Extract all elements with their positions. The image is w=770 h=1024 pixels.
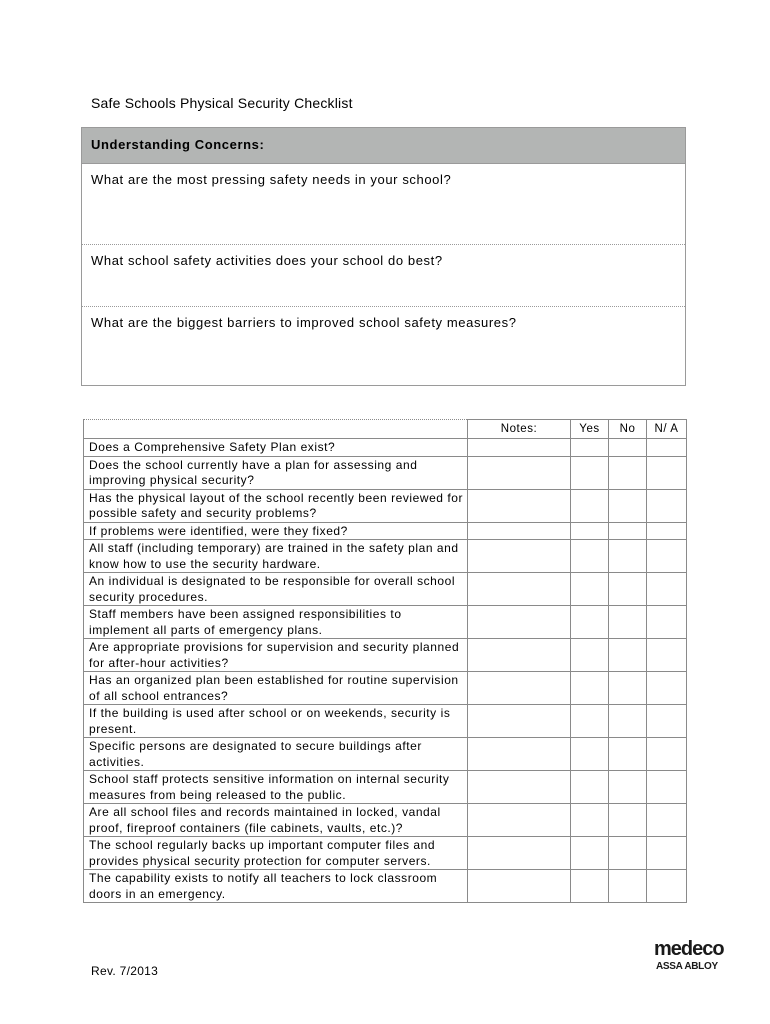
no-cell[interactable] — [609, 540, 647, 573]
checklist-question: School staff protects sensitive information on internal security measures from being released to the public. — [84, 771, 468, 804]
yes-cell[interactable] — [571, 672, 609, 705]
checklist-question: Does the school currently have a plan for assessing and improving physical security? — [84, 456, 468, 489]
checklist-question: Staff members have been assigned responsibilities to implement all parts of emergency plans. — [84, 606, 468, 639]
yes-cell[interactable] — [571, 771, 609, 804]
yes-cell[interactable] — [571, 639, 609, 672]
yes-cell[interactable] — [571, 837, 609, 870]
concern-question-2[interactable]: What school safety activities does your school do best? — [82, 244, 685, 306]
medeco-logo — [654, 938, 726, 980]
na-cell[interactable] — [647, 870, 687, 903]
concern-question-3[interactable]: What are the biggest barriers to improved school safety measures? — [82, 306, 685, 385]
checklist-row — [84, 456, 687, 489]
checklist-question: Has the physical layout of the school recently been reviewed for possible safety and security problems? — [84, 489, 468, 522]
yes-cell[interactable] — [571, 489, 609, 522]
understanding-concerns-section — [81, 127, 686, 386]
notes-column-header: Notes: — [468, 420, 571, 439]
checklist-question: Are all school files and records maintained in locked, vandal proof, fireproof containers (file cabinets, vaults, etc.)? — [84, 804, 468, 837]
checklist-question: Has an organized plan been established for routine supervision of all school entrances? — [84, 672, 468, 705]
checklist-row — [84, 870, 687, 903]
notes-cell[interactable] — [468, 870, 571, 903]
yes-cell[interactable] — [571, 705, 609, 738]
na-cell[interactable] — [647, 738, 687, 771]
na-cell[interactable] — [647, 573, 687, 606]
notes-cell[interactable] — [468, 771, 571, 804]
na-cell[interactable] — [647, 771, 687, 804]
na-cell[interactable] — [647, 540, 687, 573]
yes-cell[interactable] — [571, 456, 609, 489]
checklist-row — [84, 771, 687, 804]
no-cell[interactable] — [609, 705, 647, 738]
yes-cell[interactable] — [571, 439, 609, 457]
notes-cell[interactable] — [468, 738, 571, 771]
checklist-row — [84, 439, 687, 457]
checklist-question: If the building is used after school or on weekends, security is present. — [84, 705, 468, 738]
no-cell[interactable] — [609, 771, 647, 804]
na-cell[interactable] — [647, 672, 687, 705]
notes-cell[interactable] — [468, 705, 571, 738]
notes-cell[interactable] — [468, 456, 571, 489]
checklist-header-row — [84, 420, 687, 439]
checklist-row — [84, 606, 687, 639]
yes-cell[interactable] — [571, 804, 609, 837]
concern-question-1[interactable]: What are the most pressing safety needs in your school? — [91, 172, 452, 187]
no-cell[interactable] — [609, 639, 647, 672]
na-column-header: N/ A — [647, 420, 687, 439]
concerns-header: Understanding Concerns: — [82, 128, 685, 164]
checklist-row — [84, 573, 687, 606]
na-cell[interactable] — [647, 489, 687, 522]
checklist-row — [84, 522, 687, 540]
yes-cell[interactable] — [571, 540, 609, 573]
checklist-row — [84, 705, 687, 738]
yes-cell[interactable] — [571, 606, 609, 639]
revision-footer: Rev. 7/2013 — [91, 964, 159, 978]
checklist-row — [84, 672, 687, 705]
checklist-question: An individual is designated to be responsible for overall school security procedures. — [84, 573, 468, 606]
no-cell[interactable] — [609, 573, 647, 606]
notes-cell[interactable] — [468, 804, 571, 837]
no-cell[interactable] — [609, 804, 647, 837]
checklist-question: Specific persons are designated to secure buildings after activities. — [84, 738, 468, 771]
na-cell[interactable] — [647, 705, 687, 738]
na-cell[interactable] — [647, 837, 687, 870]
no-cell[interactable] — [609, 522, 647, 540]
na-cell[interactable] — [647, 522, 687, 540]
na-cell[interactable] — [647, 804, 687, 837]
yes-column-header: Yes — [571, 420, 609, 439]
no-cell[interactable] — [609, 489, 647, 522]
notes-cell[interactable] — [468, 639, 571, 672]
no-column-header: No — [609, 420, 647, 439]
checklist-row — [84, 540, 687, 573]
no-cell[interactable] — [609, 672, 647, 705]
na-cell[interactable] — [647, 639, 687, 672]
no-cell[interactable] — [609, 456, 647, 489]
no-cell[interactable] — [609, 439, 647, 457]
no-cell[interactable] — [609, 738, 647, 771]
checklist-question: If problems were identified, were they fixed? — [84, 522, 468, 540]
checklist-row — [84, 804, 687, 837]
yes-cell[interactable] — [571, 522, 609, 540]
no-cell[interactable] — [609, 870, 647, 903]
notes-cell[interactable] — [468, 573, 571, 606]
notes-cell[interactable] — [468, 522, 571, 540]
checklist-row — [84, 639, 687, 672]
notes-cell[interactable] — [468, 606, 571, 639]
notes-cell[interactable] — [468, 439, 571, 457]
notes-cell[interactable] — [468, 672, 571, 705]
na-cell[interactable] — [647, 439, 687, 457]
notes-cell[interactable] — [468, 540, 571, 573]
checklist-row — [84, 489, 687, 522]
question-column-header — [84, 420, 468, 439]
notes-cell[interactable] — [468, 837, 571, 870]
checklist-question: The capability exists to notify all teachers to lock classroom doors in an emergency. — [84, 870, 468, 903]
no-cell[interactable] — [609, 837, 647, 870]
na-cell[interactable] — [647, 606, 687, 639]
checklist-row — [84, 837, 687, 870]
yes-cell[interactable] — [571, 870, 609, 903]
checklist-question: The school regularly backs up important computer files and provides physical security protection for computer servers. — [84, 837, 468, 870]
yes-cell[interactable] — [571, 738, 609, 771]
security-checklist-table — [83, 419, 687, 903]
checklist-question: All staff (including temporary) are trained in the safety plan and know how to use the security hardware. — [84, 540, 468, 573]
checklist-row — [84, 738, 687, 771]
na-cell[interactable] — [647, 456, 687, 489]
checklist-question: Does a Comprehensive Safety Plan exist? — [84, 439, 468, 457]
medeco-logo-wordmark: medeco — [654, 938, 724, 960]
checklist-question: Are appropriate provisions for supervision and security planned for after-hour activities? — [84, 639, 468, 672]
notes-cell[interactable] — [468, 489, 571, 522]
yes-cell[interactable] — [571, 573, 609, 606]
no-cell[interactable] — [609, 606, 647, 639]
document-title: Safe Schools Physical Security Checklist — [91, 95, 353, 111]
assa-abloy-wordmark: ASSA ABLOY — [656, 961, 718, 972]
